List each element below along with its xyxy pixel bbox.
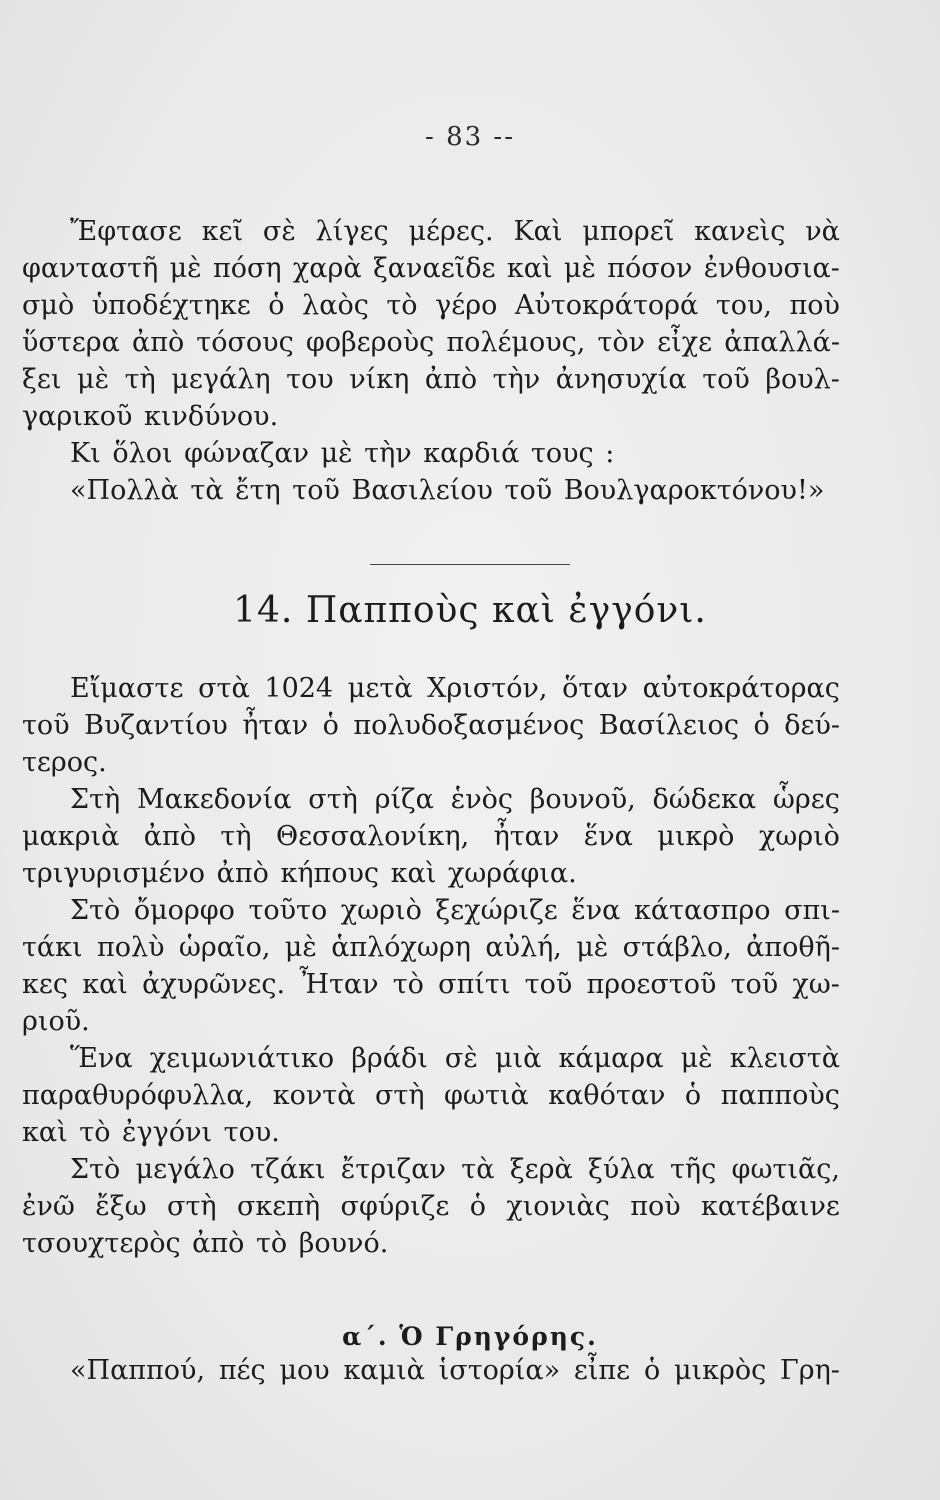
text-line [22,781,840,818]
section-separator [370,564,570,565]
word: καθόταν [548,1080,666,1111]
word: αὐλή, [485,932,562,963]
text-line [22,818,840,855]
word: Βασίλειος [598,710,739,741]
word: φανταστῆ [22,253,159,284]
text-line [22,361,840,398]
word: Καὶ [513,216,563,247]
word: τοῦ [730,969,779,1000]
word: μικρὸς [673,1355,767,1386]
word: τὴν [492,364,541,395]
word: ἐνῶ [22,1191,75,1222]
word: χιονιὰς [506,1191,610,1222]
word: ἀποθῆ- [746,932,840,963]
word: τὸ [386,290,418,321]
word: ἑνὸς [450,784,513,815]
word: Μακεδονία [136,784,292,815]
word: ἔξω [95,1191,147,1222]
word: ξερὰ [509,1154,573,1185]
word: ὕστερα [22,327,120,358]
word: μακριὰ [22,821,120,852]
word: του, [715,290,773,321]
word: ποὺ [630,1191,681,1222]
word: βουλ- [765,364,840,395]
text-line: γαρικοῦ κινδύνου. [22,401,279,432]
word: πολέμους, [446,327,586,358]
word: βουνοῦ, [529,784,636,815]
text-line [22,1077,840,1114]
word: προεστοῦ [586,969,717,1000]
text-line [22,213,840,250]
word: κλειστὰ [729,1043,840,1074]
paragraph-block-return [22,213,840,509]
word: ὁ [469,1191,486,1222]
word: αὐτοκράτορας [642,673,840,704]
word: τζάκι [250,1154,326,1185]
word: χειμωνιάτικο [149,1043,335,1074]
word: Γρη- [780,1355,840,1386]
text-line [22,324,840,361]
word: λίγες [315,216,389,247]
text-line [22,670,840,707]
word: λαὸς [302,290,369,321]
word: τὴ [220,821,252,852]
word: σκεπὴ [236,1191,321,1222]
word: σφύριζε [340,1191,450,1222]
word: εἶπε [573,1355,631,1386]
word: πόσον [607,253,693,284]
word: καὶ [506,253,553,284]
word: μὲ [576,932,609,963]
text-line: τσουχτερὸς ἀπὸ τὸ βουνό. [22,1228,389,1259]
word: κες [22,969,68,1000]
word: Χριστόν, [427,673,548,704]
text-line: τριγυρισμένο ἀπὸ κήπους καὶ χωράφια. [22,858,577,889]
word: σπι- [784,895,840,926]
word: χαρὰ [292,253,362,284]
word: ὁ [684,1080,702,1111]
text-line: Κι ὅλοι φώναζαν μὲ τὴν καρδιά τους : [70,438,615,469]
word: εἶχε [657,327,713,358]
word: χω- [792,969,840,1000]
word: κανεὶς [694,216,786,247]
word: μεγάλη [171,364,271,395]
word: ὁ [322,710,339,741]
text-line [22,892,840,929]
word: Στὸ [70,1154,121,1185]
word: τὰ [461,1154,495,1185]
word: μὲ [77,364,110,395]
word: ποὺ [789,290,840,321]
word: στὴ [308,784,358,815]
word: ἁπλόχωρη [331,932,471,963]
word: τὴ [124,364,156,395]
word: σὲ [262,216,296,247]
word: χωριὸ [758,821,840,852]
word: ἕνα [571,895,621,926]
text-line [22,250,840,287]
word: ἱστορία» [438,1355,561,1386]
word: Ἕνα [70,1043,133,1074]
word: μὲ [680,1043,713,1074]
word: 1024 [264,673,334,704]
word: ἦταν [493,821,560,852]
word: Αὐτοκράτορά [514,290,699,321]
text-line [22,287,840,324]
text-line [22,1040,840,1077]
paragraph-block-story [22,670,840,1262]
word: ἀνησυχία [555,364,687,395]
word: Θεσσαλονίκη, [275,821,470,852]
word: ὄμορφο [133,895,235,926]
word: σμὸ [22,290,75,321]
word: ἀπὸ [143,821,196,852]
word: ὡραῖο, [178,932,271,963]
word: παραθυρόφυλλα, [22,1080,254,1111]
word: ξαναεῖδε [372,253,496,284]
word: Στὴ [70,784,121,815]
word: ὁ [268,290,285,321]
word: δεύ- [784,710,840,741]
word: μου [279,1355,330,1386]
word: μὲ [284,932,317,963]
word: χωριὸ [340,895,422,926]
word: ἕνα [583,821,633,852]
word: ἀπὸ [131,327,185,358]
word: ξύλα [588,1154,655,1185]
word: Εἴμαστε [70,673,184,704]
word: ὁ [643,1355,661,1386]
word: τοῦ [702,364,750,395]
word: κοντὰ [272,1080,356,1111]
word: μεγάλο [135,1154,235,1185]
word: πόση [212,253,282,284]
word: νίκη [349,364,410,395]
word: μετὰ [347,673,413,704]
word: μιὰ [494,1043,542,1074]
text-line: τερος. [22,747,107,778]
word: κατέβαινε [701,1191,840,1222]
word: τοῦ [22,710,70,741]
text-line: «Πολλὰ τὰ ἔτη τοῦ Βασιλείου τοῦ Βουλγαροκτόνου!» [70,475,825,506]
word: μὲ [169,253,202,284]
word: πολὺ [97,932,165,963]
word: μέρες. [408,216,494,247]
paragraph-block-dialogue [22,1352,840,1389]
word: φοβεροὺς [305,327,435,358]
page-number: - 83 -- [425,122,515,152]
text-line: ριοῦ. [22,1006,90,1037]
text-line [22,1188,840,1225]
word: νὰ [805,216,840,247]
word: στὰ [198,673,250,704]
word: δώδεκα [652,784,757,815]
word: καμιὰ [343,1355,425,1386]
text-line [22,929,840,966]
word: ἀχυρῶνες. [142,969,286,1000]
word: ἐνθουσια- [703,253,840,284]
word: παπποὺς [720,1080,840,1111]
word: φωτιᾶς, [731,1154,840,1185]
word: κάτασπρο [633,895,771,926]
word: ἦταν [242,710,309,741]
word: στὴ [167,1191,217,1222]
word: μικρὸ [657,821,735,852]
word: κάμαρα [558,1043,664,1074]
word: ὧρες [772,784,840,815]
subsection-heading: α΄. Ὁ Γρηγόρης. [342,1322,598,1351]
word: «Παππού, [70,1355,206,1386]
word: τοῦτο [248,895,328,926]
word: Βυζαντίου [84,710,228,741]
text-line [22,966,840,1003]
word: στάβλο, [622,932,732,963]
word: ὅταν [562,673,628,704]
word: ὁ [753,710,770,741]
text-line [22,707,840,744]
word: καὶ [82,969,128,1000]
word: του [286,364,334,395]
word: ἀπὸ [424,364,478,395]
word: Ἦταν [299,969,379,1000]
word: πές [218,1355,266,1386]
word: τόσους [196,327,294,358]
word: τοῦ [524,969,573,1000]
word: σὲ [444,1043,478,1074]
text-line [22,1151,840,1188]
word: κεῖ [201,216,244,247]
section-heading: 14. Παπποὺς καὶ ἐγγόνι. [233,590,707,631]
word: σπίτι [438,969,511,1000]
word: φωτιὰ [444,1080,529,1111]
word: βράδι [351,1043,428,1074]
text-line: καὶ τὸ ἐγγόνι του. [22,1117,280,1148]
word: ξει [22,364,62,395]
word: τὸν [597,327,646,358]
word: ξεχώριζε [435,895,558,926]
text-line [22,1352,840,1389]
word: ρίζα [374,784,434,815]
word: τάκι [22,932,83,963]
word: μὲ [563,253,596,284]
word: τὸ [392,969,424,1000]
word: ἔτριζαν [340,1154,446,1185]
word: ὑποδέχτηκε [91,290,251,321]
word: τῆς [669,1154,717,1185]
word: Στὸ [70,895,121,926]
word: μπορεῖ [582,216,675,247]
word: Ἔφτασε [70,216,182,247]
word: πολυδοξασμένος [353,710,585,741]
word: ἀπαλλά- [724,327,840,358]
word: στὴ [374,1080,425,1111]
word: γέρο [435,290,498,321]
